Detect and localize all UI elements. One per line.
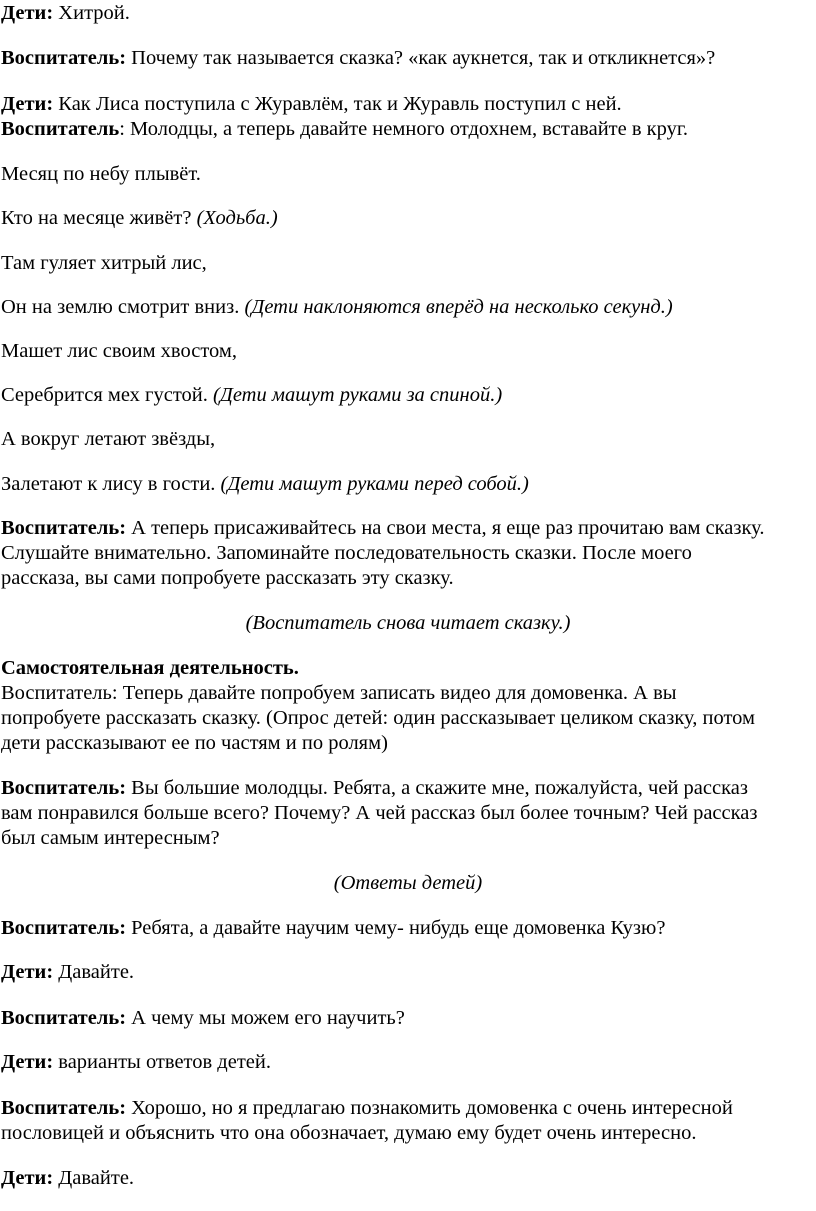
line-teacher-question-title — [1, 46, 815, 71]
line-teacher-video: Воспитатель: Теперь давайте попробуем записать видео для домовенка. А вы — [1, 682, 677, 704]
line-teacher-sit-down — [1, 516, 815, 541]
speaker-label: Дети: — [1, 1167, 54, 1189]
poem-line-6: Серебрится мех густой. (Дети машут руками за спиной.) — [1, 384, 503, 406]
speaker-label: Дети: — [1, 1051, 54, 1073]
speaker-label: Дети: — [1, 93, 54, 115]
section-heading-independent-activity: Самостоятельная деятельность. — [1, 657, 299, 679]
line-teacher-proverb — [1, 1096, 815, 1121]
poem-line-1: Месяц по небу плывёт. — [1, 163, 201, 185]
line-text: Хорошо, но я предлагаю познакомить домовенка с очень интересной — [126, 1097, 733, 1119]
line-text: Хитрой. — [53, 2, 130, 24]
line-children-answer-sly — [1, 1, 815, 26]
line-text: Вы большие молодцы. Ребята, а скажите мне, пожалуйста, чей рассказ — [126, 777, 748, 799]
speaker-label: Воспитатель: — [1, 1007, 127, 1029]
speaker-label: Воспитатель: — [1, 777, 127, 799]
line-teacher-sit-down-cont-1: Слушайте внимательно. Запоминайте последовательность сказки. После моего — [1, 542, 692, 564]
line-teacher-praise-cont-2: был самым интересным? — [1, 827, 220, 849]
speaker-label: Воспитатель: — [1, 517, 127, 539]
poem-line-3: Там гуляет хитрый лис, — [1, 252, 207, 274]
line-text: Ребята, а давайте научим чему- нибудь еще домовенка Кузю? — [126, 917, 666, 939]
line-teacher-sit-down-cont-2: рассказа, вы сами попробуете рассказать эту сказку. — [1, 567, 454, 589]
line-teacher-video-cont-1: попробуете рассказать сказку. (Опрос детей: один рассказывает целиком сказку, потом — [1, 707, 755, 729]
speaker-label: Дети: — [1, 961, 54, 983]
line-children-answer-fox — [1, 92, 815, 117]
line-text: А чему мы можем его научить? — [126, 1007, 405, 1029]
speaker-label: Воспитатель: — [1, 917, 127, 939]
poem-line-8: Залетают к лису в гости. (Дети машут руками перед собой.) — [1, 473, 529, 495]
line-text: Давайте. — [53, 961, 135, 983]
stage-direction: (Дети машут руками за спиной.) — [212, 384, 503, 406]
line-text: А теперь присаживайтесь на свои места, я еще раз прочитаю вам сказку. — [126, 517, 765, 539]
speaker-label: Воспитатель: — [1, 47, 127, 69]
stage-direction: (Ходьба.) — [196, 207, 278, 229]
poem-line-5: Машет лис своим хвостом, — [1, 340, 237, 362]
line-text: Как Лиса поступила с Журавлём, так и Журавль поступил с ней. — [53, 93, 622, 115]
line-teacher-what-teach — [1, 1006, 815, 1031]
poem-line-7: А вокруг летают звёзды, — [1, 428, 216, 450]
line-teacher-proverb-cont: пословицей и объяснить что она обозначает, думаю ему будет очень интересно. — [1, 1122, 697, 1144]
stage-direction-reading: (Воспитатель снова читает сказку.) — [245, 612, 571, 634]
line-text: : Молодцы, а теперь давайте немного отдохнем, вставайте в круг. — [119, 118, 689, 140]
line-children-agree-1 — [1, 960, 815, 985]
stage-direction-answers: (Ответы детей) — [333, 872, 483, 894]
line-teacher-teach-kuzya — [1, 916, 815, 941]
line-text: Почему так называется сказка? «как аукнется, так и откликнется»? — [126, 47, 716, 69]
speaker-label: Воспитатель — [1, 118, 120, 140]
line-text: варианты ответов детей. — [53, 1051, 271, 1073]
stage-direction: (Дети машут руками перед собой.) — [220, 473, 529, 495]
poem-line-4: Он на землю смотрит вниз. (Дети наклоняются вперёд на несколько секунд.) — [1, 296, 673, 318]
line-teacher-video-cont-2: дети рассказывают ее по частям и по ролям) — [1, 732, 388, 754]
line-text: Давайте. — [53, 1167, 135, 1189]
line-teacher-praise — [1, 776, 815, 801]
stage-direction: (Дети наклоняются вперёд на несколько секунд.) — [244, 296, 673, 318]
speaker-label: Воспитатель: — [1, 1097, 127, 1119]
line-children-agree-2 — [1, 1166, 815, 1191]
line-teacher-praise-cont-1: вам понравился больше всего? Почему? А чей рассказ был более точным? Чей рассказ — [1, 802, 758, 824]
speaker-label: Дети: — [1, 2, 54, 24]
poem-line-2: Кто на месяце живёт? (Ходьба.) — [1, 207, 278, 229]
line-children-variants — [1, 1050, 815, 1075]
line-teacher-rest — [1, 117, 815, 142]
